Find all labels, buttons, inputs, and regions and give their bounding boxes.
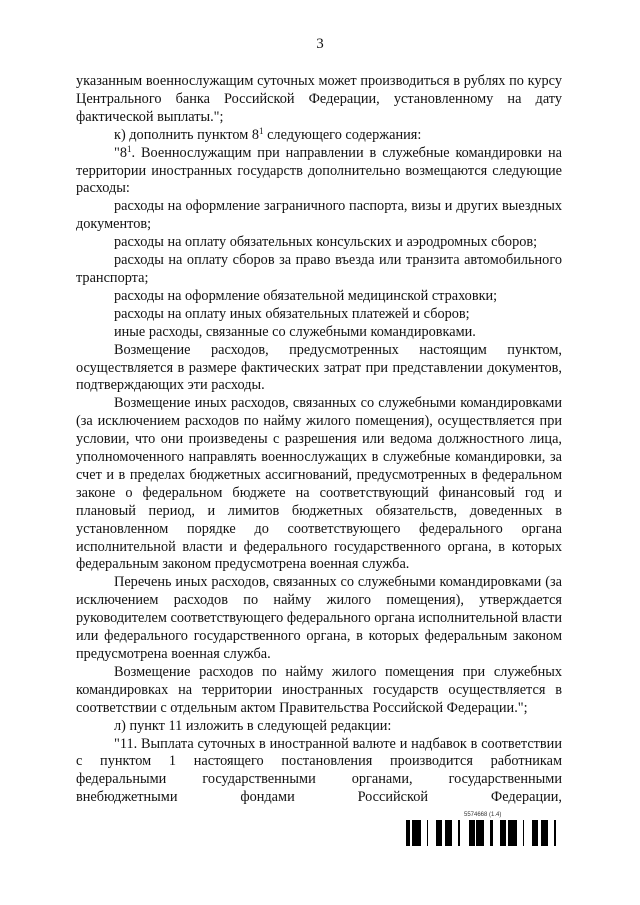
- barcode-icon: [406, 820, 562, 846]
- paragraph: Возмещение расходов по найму жилого помещения при служебных командировках на территории иностранных государств осуществляется в соответствии с отдельным актом Правительства Российской Федерации.";: [76, 663, 562, 716]
- paragraph: указанным военнослужащим суточных может производиться в рублях по курсу Центрального банка Российской Федерации, установленному на дату фактической выплаты.";: [76, 73, 562, 125]
- body-text: [76, 73, 562, 807]
- paragraph: "$8^1$. Военнослужащим при направлении в служебные командировки на территории иностранных государств дополнительно возмещаются следующие расходы:: [76, 143, 562, 197]
- paragraph: к) дополнить пунктом $8^1$ следующего содержания:: [114, 125, 422, 143]
- paragraph: расходы на оплату иных обязательных платежей и сборов;: [114, 305, 470, 322]
- paragraph: л) пункт 11 изложить в следующей редакции:: [114, 717, 392, 734]
- paragraph: Возмещение расходов, предусмотренных настоящим пунктом, осуществляется в размере фактических затрат при представлении документов, подтверждающих эти расходы.: [76, 341, 562, 394]
- paragraph: расходы на оформление обязательной медицинской страховки;: [114, 287, 498, 304]
- paragraph: "11. Выплата суточных в иностранной валюте и надбавок в соответствии с пунктом 1 настоящего постановления производится работникам федеральными государственными органами, государственными внебюджетными фондами Российской Федерации,: [76, 735, 562, 806]
- barcode-number: 5574668 (1.4): [464, 812, 502, 818]
- paragraph: расходы на оформление заграничного паспорта, визы и других выездных документов;: [76, 198, 562, 233]
- page-number: 3: [316, 36, 324, 52]
- paragraph: расходы на оплату сборов за право въезда или транзита автомобильного транспорта;: [76, 252, 562, 286]
- paragraph: Перечень иных расходов, связанных со служебными командировками (за исключением расходов по найму жилого помещения), утверждается руководителем соответствующего федерального органа исполнительной власти или федерального государственного органа, в которых федеральным законом предусмотрена военная служба.: [76, 574, 562, 662]
- paragraph: иные расходы, связанные со служебными командировками.: [114, 323, 476, 340]
- paragraph: Возмещение иных расходов, связанных со служебными командировками (за исключением расходов по найму жилого помещения), осуществляется при условии, что они произведены с разрешения или ведома должностного лица, уполномоченного направлять военнослужащих в служебные командировки, за счет и в пределах бюджетных ассигнований, предусмотренных в федеральном законе о федеральном бюджете на соответствующий финансовый год и плановый период, и лимитов бюджетных обязательств, доведенных в установленном порядке до соответствующего федерального органа исполнительной власти и федерального государственного органа, в которых федеральным законом предусмотрена военная служба.: [76, 395, 562, 573]
- paragraph: расходы на оплату обязательных консульских и аэродромных сборов;: [114, 234, 538, 251]
